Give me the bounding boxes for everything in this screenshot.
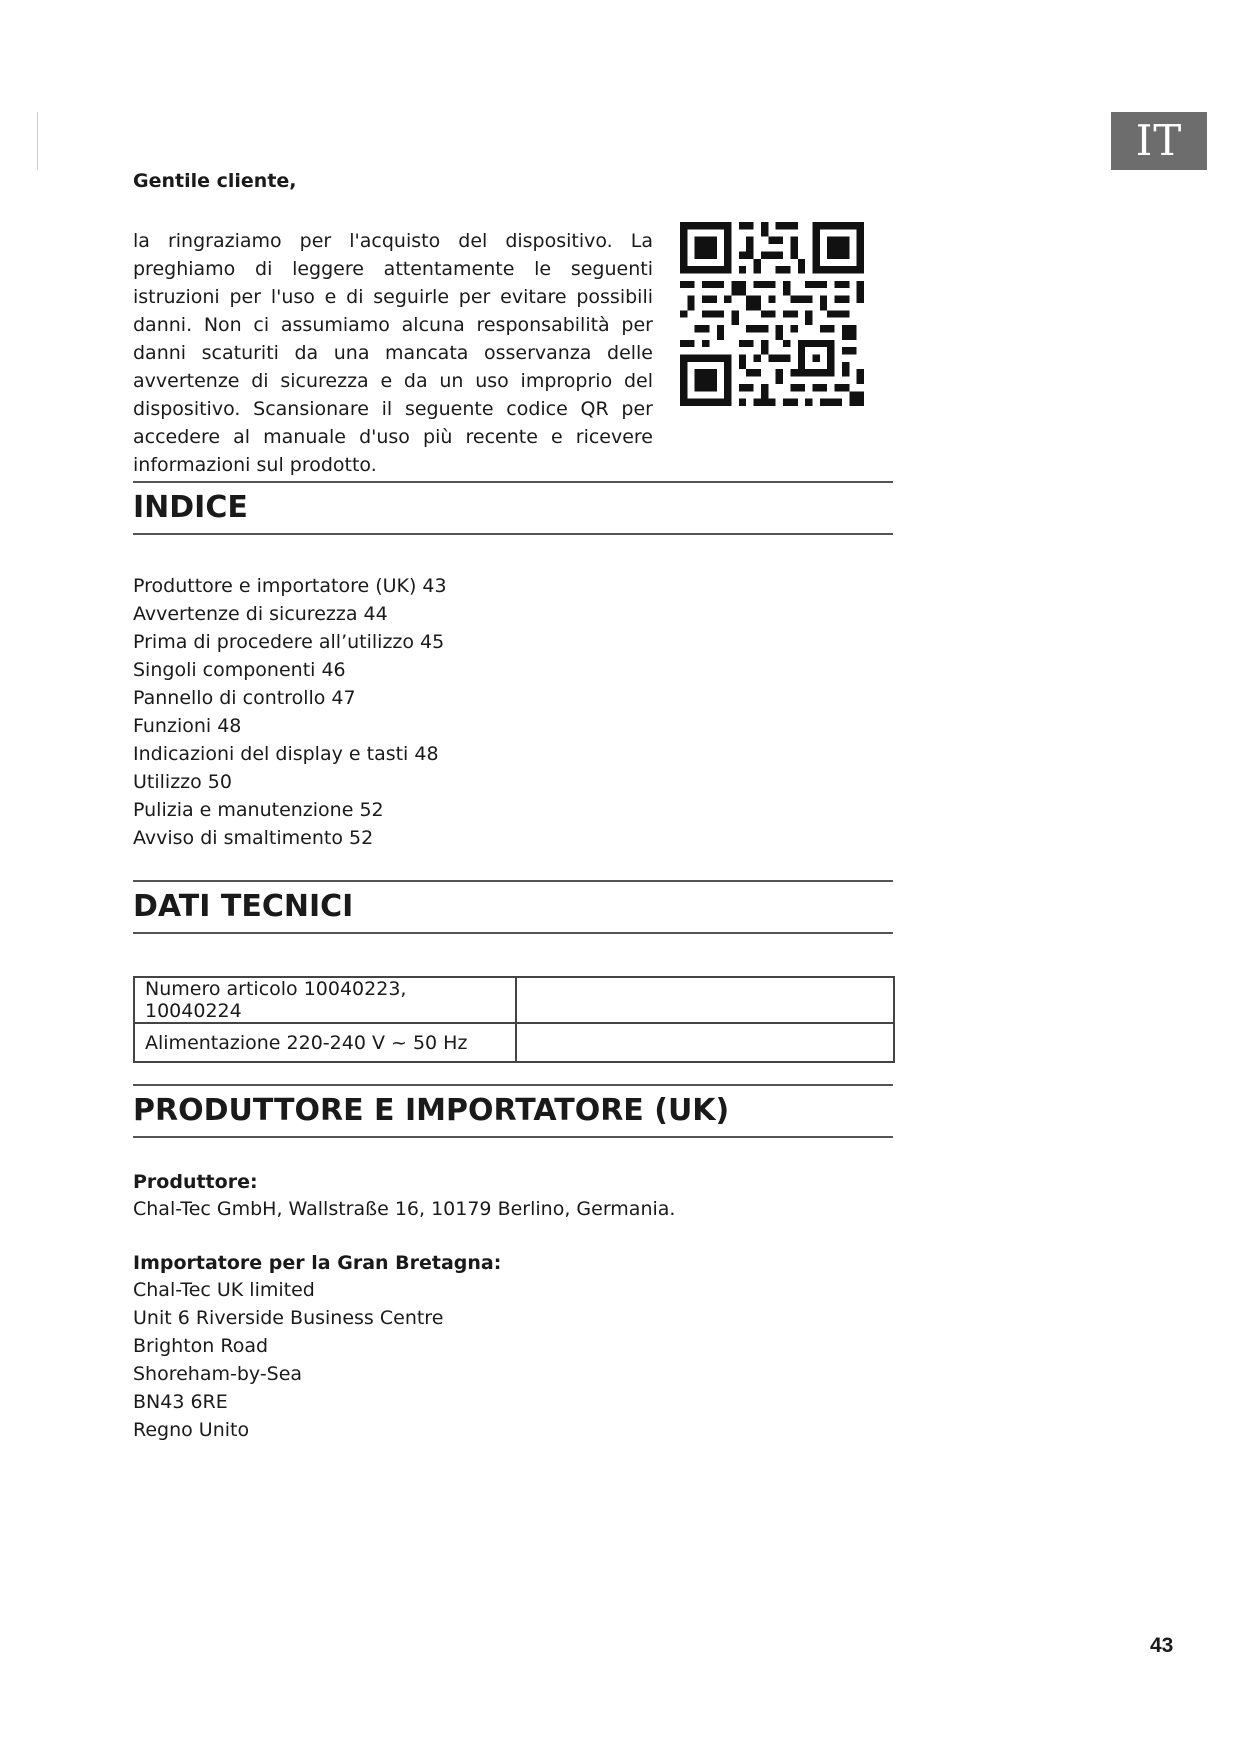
table-row <box>134 1023 894 1062</box>
table-cell: Numero articolo 10040223, 10040224 <box>134 977 516 1023</box>
table-cell <box>516 1023 894 1062</box>
index-item: Avvertenze di sicurezza 44 <box>133 603 388 625</box>
index-item: Utilizzo 50 <box>133 771 232 793</box>
address-line: Brighton Road <box>133 1335 269 1357</box>
page-number: 43 <box>1150 1634 1174 1657</box>
table-cell: Alimentazione 220-240 V ~ 50 Hz <box>134 1023 516 1062</box>
greeting: Gentile cliente, <box>133 170 297 192</box>
producer-title: PRODUTTORE E IMPORTATORE (UK) <box>133 1093 730 1128</box>
index-item: Pulizia e manutenzione 52 <box>133 799 384 821</box>
tech-specs-table <box>133 976 895 1063</box>
index-title: INDICE <box>133 490 248 525</box>
importer-label: Importatore per la Gran Bretagna: <box>133 1252 502 1274</box>
language-tab: IT <box>1111 112 1207 170</box>
address-line: Regno Unito <box>133 1419 250 1441</box>
tech-section-header <box>133 880 893 934</box>
index-item: Pannello di controllo 47 <box>133 687 356 709</box>
index-item: Singoli componenti 46 <box>133 659 346 681</box>
qr-code-icon <box>680 222 864 406</box>
margin-rule <box>37 112 38 170</box>
table-cell <box>516 977 894 1023</box>
manufacturer-address: Chal-Tec GmbH, Wallstraße 16, 10179 Berlino, Germania. <box>133 1198 676 1220</box>
address-line: Chal-Tec UK limited <box>133 1279 315 1301</box>
address-line: Unit 6 Riverside Business Centre <box>133 1307 444 1329</box>
manufacturer-label: Produttore: <box>133 1171 258 1193</box>
address-line: BN43 6RE <box>133 1391 228 1413</box>
index-list <box>133 572 447 852</box>
index-item: Prima di procedere all’utilizzo 45 <box>133 631 445 653</box>
importer-address <box>133 1276 443 1444</box>
index-section-header <box>133 481 893 535</box>
tech-title: DATI TECNICI <box>133 889 354 924</box>
intro-paragraph: la ringraziamo per l'acquisto del dispositivo. La preghiamo di leggere attentamente le seguenti istruzioni per l'uso e di seguirle per evitare possibili danni. Non ci assumiamo alcuna responsabilità per danni scaturiti da una mancata osservanza delle avvertenze di sicurezza e da un uso improprio del dispositivo. Scansionare il seguente codice QR per accedere al manuale d'uso più recente e ricevere informazioni sul prodotto. <box>133 230 653 476</box>
producer-section-header <box>133 1084 893 1138</box>
index-item: Funzioni 48 <box>133 715 242 737</box>
table-row <box>134 977 894 1023</box>
index-item: Avviso di smaltimento 52 <box>133 827 374 849</box>
address-line: Shoreham-by-Sea <box>133 1363 303 1385</box>
index-item: Produttore e importatore (UK) 43 <box>133 575 447 597</box>
index-item: Indicazioni del display e tasti 48 <box>133 743 439 765</box>
